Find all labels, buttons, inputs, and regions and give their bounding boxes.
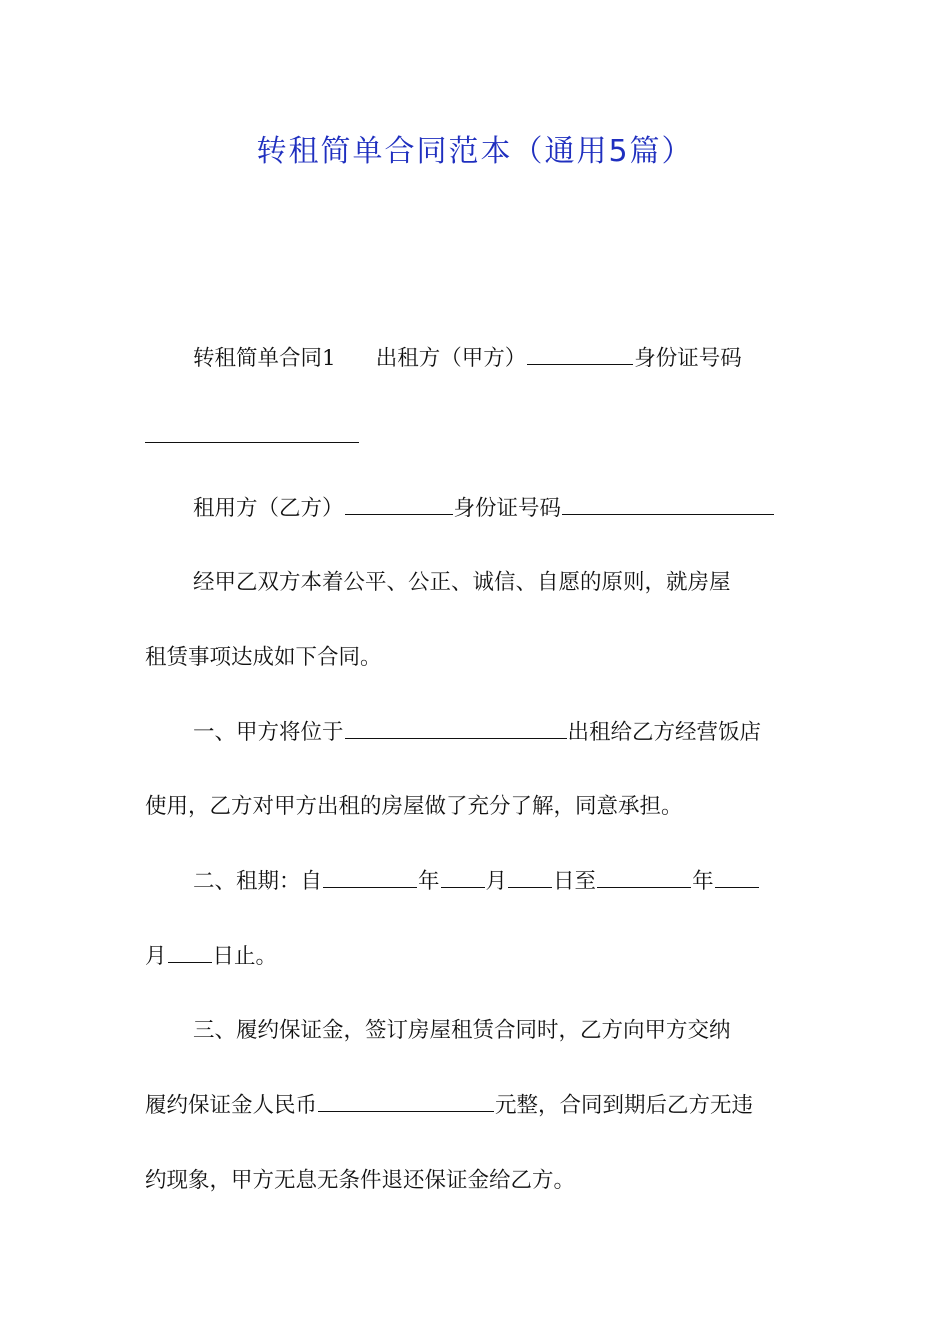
year-label: 年 [418, 869, 440, 894]
clause-one-line2: 使用，乙方对甲方出租的房屋做了充分了解，同意承担。 [145, 794, 683, 819]
day-to-label: 日至 [553, 869, 597, 894]
lessee-name-blank [345, 513, 453, 515]
lessee-label: 租用方（乙方） [193, 496, 344, 521]
end-month-blank [715, 886, 759, 888]
paragraph-parties-lessee [193, 494, 805, 524]
end-month-label: 月 [145, 944, 167, 969]
clause-two-line1 [193, 867, 805, 897]
end-year-label: 年 [692, 869, 714, 894]
start-year-blank [323, 886, 417, 888]
clause-two-text-a: 二、租期：自 [193, 869, 323, 894]
contract-number-label: 转租简单合同1 [193, 346, 336, 371]
document-title: 转租简单合同范本（通用5篇） [256, 134, 694, 169]
clause-one-text-a: 一、甲方将位于 [193, 720, 344, 745]
lessor-name-blank [527, 363, 633, 365]
property-location-blank [345, 737, 567, 739]
month-label: 月 [485, 869, 508, 894]
paragraph-preamble-line1: 经甲乙双方本着公平、公正、诚信、自愿的原则，就房屋 [193, 570, 731, 595]
end-day-label: 日止。 [212, 944, 278, 969]
start-month-blank [441, 886, 485, 888]
paragraph-preamble-line2: 租赁事项达成如下合同。 [145, 645, 382, 670]
end-day-blank [168, 961, 212, 963]
clause-three-line2 [145, 1091, 805, 1121]
clause-one-line1 [193, 718, 805, 748]
lessee-id-blank [562, 513, 774, 515]
deposit-label: 履约保证金人民币 [145, 1093, 318, 1118]
lessor-label: 出租方（甲方） [375, 346, 527, 371]
end-year-blank [597, 886, 691, 888]
clause-two-line2 [145, 942, 805, 972]
lessee-id-label: 身份证号码 [453, 496, 562, 521]
clause-three-line3: 约现象，甲方无息无条件退还保证金给乙方。 [145, 1168, 576, 1193]
lessor-id-label: 身份证号码 [634, 346, 742, 371]
paragraph-parties-lessor [193, 344, 805, 374]
lessor-id-blank [145, 442, 359, 443]
deposit-amount-blank [318, 1110, 494, 1112]
clause-three-line1: 三、履约保证金，签订房屋租赁合同时，乙方向甲方交纳 [193, 1018, 731, 1043]
start-day-blank [508, 886, 552, 888]
deposit-text-b: 元整，合同到期后乙方无违 [495, 1093, 754, 1118]
clause-one-text-b: 出租给乙方经营饭店 [567, 720, 762, 745]
